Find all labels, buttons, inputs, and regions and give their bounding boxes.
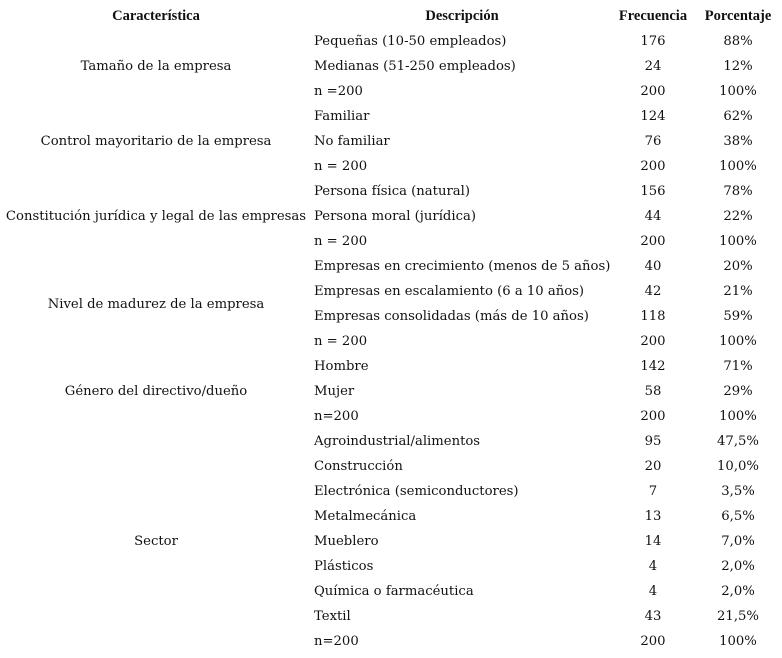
percentage-cell: 100% (719, 84, 757, 99)
characteristics-table (0, 4, 782, 654)
table-row (0, 104, 782, 129)
frequency-cell: 95 (644, 434, 662, 449)
percentage-cell: 100% (719, 234, 757, 249)
description-cell: n = 200 (314, 334, 368, 349)
frequency-cell: 14 (644, 534, 662, 549)
frequency-cell: 124 (640, 109, 666, 124)
header-frecuencia: Frecuencia (618, 8, 688, 24)
frequency-cell: 20 (644, 459, 662, 474)
percentage-cell: 29% (723, 384, 753, 399)
header-porcentaje: Porcentaje (704, 8, 772, 24)
description-cell: n =200 (314, 84, 363, 99)
percentage-cell: 22% (723, 209, 753, 224)
description-cell: n=200 (314, 634, 359, 649)
description-cell: Empresas en crecimiento (menos de 5 años) (314, 259, 611, 274)
percentage-cell: 100% (719, 334, 757, 349)
frequency-cell: 40 (644, 259, 662, 274)
percentage-cell: 100% (719, 409, 757, 424)
percentage-cell: 2,0% (721, 559, 755, 574)
frequency-cell: 4 (648, 559, 658, 574)
frequency-cell: 76 (644, 134, 662, 149)
description-cell: Mujer (314, 384, 355, 399)
description-cell: Empresas consolidadas (más de 10 años) (314, 309, 589, 324)
characteristic-cell: Nivel de madurez de la empresa (47, 296, 265, 312)
percentage-cell: 7,0% (721, 534, 755, 549)
characteristic-cell: Género del directivo/dueño (64, 384, 248, 399)
description-cell: Persona moral (jurídica) (314, 209, 476, 224)
table-row (0, 179, 782, 204)
description-cell: Pequeñas (10-50 empleados) (314, 34, 507, 49)
description-cell: Mueblero (314, 534, 379, 549)
percentage-cell: 88% (723, 34, 753, 49)
description-cell: Electrónica (semiconductores) (314, 484, 519, 499)
description-cell: Empresas en escalamiento (6 a 10 años) (314, 284, 585, 299)
percentage-cell: 71% (723, 359, 753, 374)
description-cell: Textil (314, 609, 351, 624)
description-cell: n = 200 (314, 234, 368, 249)
percentage-cell: 47,5% (717, 434, 759, 449)
description-cell: No familiar (314, 134, 390, 149)
description-cell: Construcción (314, 459, 403, 474)
percentage-cell: 62% (723, 109, 753, 124)
frequency-cell: 200 (640, 234, 666, 249)
table-row (0, 429, 782, 454)
table-row (0, 29, 782, 54)
frequency-cell: 200 (640, 84, 666, 99)
characteristic-cell: Sector (134, 534, 178, 549)
frequency-cell: 13 (644, 509, 662, 524)
table-row (0, 354, 782, 379)
characteristic-cell: Constitución jurídica y legal de las empresas (5, 209, 307, 224)
frequency-cell: 200 (640, 334, 666, 349)
frequency-cell: 58 (644, 384, 662, 399)
percentage-cell: 10,0% (717, 459, 759, 474)
percentage-cell: 12% (723, 59, 753, 74)
description-cell: n=200 (314, 409, 359, 424)
description-cell: Medianas (51-250 empleados) (314, 59, 516, 74)
frequency-cell: 4 (648, 584, 658, 599)
frequency-cell: 44 (644, 209, 662, 224)
frequency-cell: 200 (640, 634, 666, 649)
characteristic-cell: Tamaño de la empresa (80, 59, 232, 74)
percentage-cell: 21% (723, 284, 753, 299)
header-row (0, 4, 782, 29)
percentage-cell: 59% (723, 309, 753, 324)
percentage-cell: 20% (723, 259, 753, 274)
frequency-cell: 142 (640, 359, 666, 374)
table-body (0, 29, 782, 654)
percentage-cell: 38% (723, 134, 753, 149)
percentage-cell: 78% (723, 184, 753, 199)
frequency-cell: 176 (640, 34, 666, 49)
header-caracteristica: Característica (112, 8, 200, 24)
frequency-cell: 43 (644, 609, 662, 624)
description-cell: Metalmecánica (314, 509, 417, 524)
frequency-cell: 24 (644, 59, 662, 74)
description-cell: Plásticos (314, 559, 374, 574)
percentage-cell: 100% (719, 634, 757, 649)
frequency-cell: 118 (640, 309, 666, 324)
description-cell: Familiar (314, 109, 370, 124)
frequency-cell: 7 (648, 484, 658, 499)
percentage-cell: 3,5% (721, 484, 755, 499)
percentage-cell: 21,5% (717, 609, 759, 624)
frequency-cell: 200 (640, 159, 666, 174)
description-cell: Química o farmacéutica (314, 584, 474, 599)
percentage-cell: 100% (719, 159, 757, 174)
description-cell: Agroindustrial/alimentos (314, 434, 481, 449)
frequency-cell: 200 (640, 409, 666, 424)
percentage-cell: 6,5% (721, 509, 755, 524)
table-row (0, 254, 782, 279)
description-cell: Persona física (natural) (314, 184, 470, 199)
description-cell: Hombre (314, 359, 369, 374)
header-descripcion: Descripción (425, 8, 499, 24)
frequency-cell: 156 (640, 184, 666, 199)
percentage-cell: 2,0% (721, 584, 755, 599)
description-cell: n = 200 (314, 159, 368, 174)
frequency-cell: 42 (644, 284, 662, 299)
characteristic-cell: Control mayoritario de la empresa (40, 134, 272, 149)
